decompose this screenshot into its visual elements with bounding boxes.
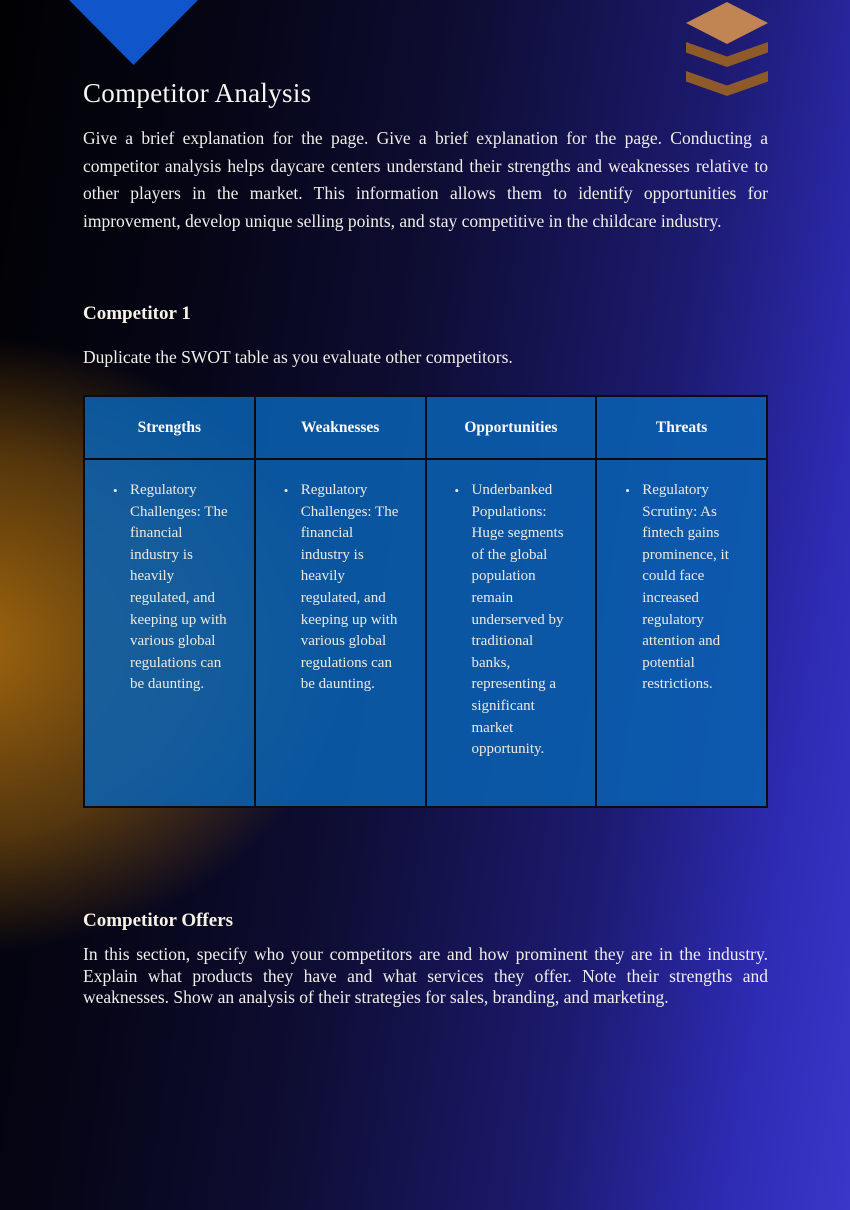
bullet-list xyxy=(256,480,403,696)
swot-instruction: Duplicate the SWOT table as you evaluate other competitors. xyxy=(83,347,513,367)
page-intro-paragraph: Give a brief explanation for the page. Give a brief explanation for the page. Conducting a competitor analysis helps daycare centers understand their strengths and weaknesses relative to other players in the market. This information allows them to identify opportunities for improvement, develop unique selling points, and stay competitive in the childcare industry. xyxy=(83,128,768,231)
list-item: • Regulatory Challenges: The financial industry is heavily regulated, and keeping up with various global regulations can be daunting. xyxy=(301,480,403,696)
competitor-offers-paragraph: In this section, specify who your competitors are and how prominent they are in the industry. Explain what products they have and what services they offer. Note their strengths and weaknesses. Show an analysis of their strategies for sales, branding, and marketing. xyxy=(83,944,768,1007)
swot-cell-threats xyxy=(596,459,767,807)
competitor1-heading: Competitor 1 xyxy=(83,303,191,324)
bullet-list xyxy=(427,480,574,761)
swot-cell-opportunities xyxy=(426,459,597,807)
table-row xyxy=(84,459,767,807)
bullet-list xyxy=(85,480,232,696)
swot-cell-weaknesses xyxy=(255,459,426,807)
competitor-offers-heading: Competitor Offers xyxy=(83,910,234,931)
swot-header-opportunities: Opportunities xyxy=(426,396,597,459)
swot-header-strengths: Strengths xyxy=(84,396,255,459)
list-item: • Underbanked Populations: Huge segments of the global population remain underserved by traditional banks, representing a significant market opportunity. xyxy=(472,480,574,761)
list-item: • Regulatory Challenges: The financial industry is heavily regulated, and keeping up with various global regulations can be daunting. xyxy=(130,480,232,696)
swot-table xyxy=(83,395,768,808)
swot-header-weaknesses: Weaknesses xyxy=(255,396,426,459)
swot-table-body xyxy=(84,459,767,807)
list-item: • Regulatory Scrutiny: As fintech gains prominence, it could face increased regulatory attention and potential restrictions. xyxy=(642,480,744,696)
swot-header-threats: Threats xyxy=(596,396,767,459)
swot-table-header-row xyxy=(84,396,767,459)
swot-cell-strengths xyxy=(84,459,255,807)
page-title: Competitor Analysis xyxy=(83,78,312,108)
bullet-list xyxy=(597,480,744,696)
